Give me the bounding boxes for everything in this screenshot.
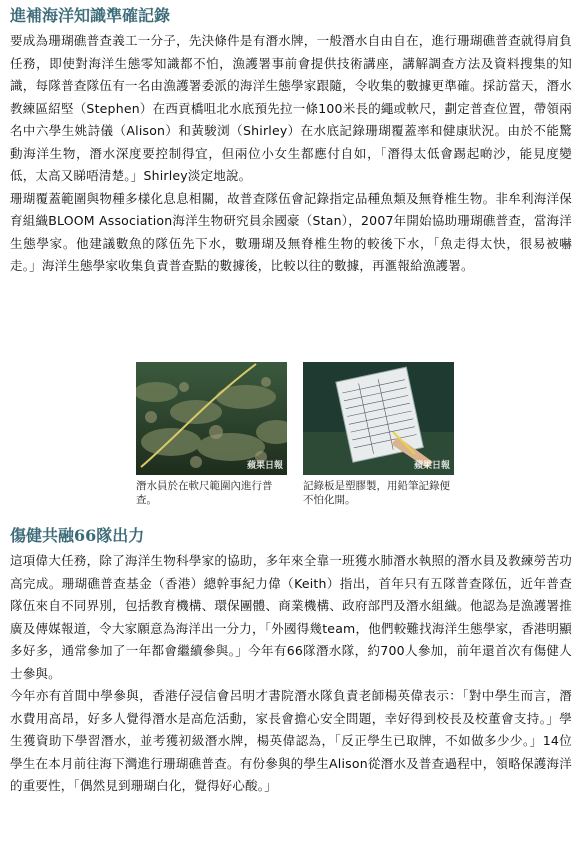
photo-caption: 記錄板是塑膠製，用鉛筆記錄便不怕化開。: [303, 480, 450, 506]
paragraph: 這項偉大任務，除了海洋生物科學家的協助，多年來全靠一班獲水肺潛水執照的潛水員及教練勞苦功高完成。珊瑚礁普查基金（香港）總幹事紀力偉（Keith）指出，首年只有五隊普查隊伍，近年普查隊伍來自不同界別，包括教育機構、環保團體、商業機構、政府部門及潛水組織。他認為是漁護署推廣及傳媒報道，令大家願意為海洋出一分力，「外國得幾team，他們較難找海洋生態學家，香港明顯多好多，通常參加了一年都會繼續參與。」今年有66隊潛水隊，約700人參加，前年還首次有傷健人士參與。: [10, 553, 572, 681]
photo-clipboard: [303, 362, 454, 507]
watermark: 蘋果日報: [246, 461, 283, 471]
clipboard-photo-image: [303, 362, 454, 475]
paragraph: 珊瑚覆蓋範圍與物種多樣化息息相關，故普查隊伍會記錄指定品種魚類及無脊椎生物。非牟利海洋保育組織BLOOM Association海洋生物研究員余國豪（Stan），2007年開始協助珊瑚礁普查，當海洋生態學家。他建議數魚的隊伍先下水，數珊瑚及無脊椎生物的較後下水，「魚走得太快，很易被嚇走。」海洋生態學家收集負責普查點的數據後，比較以往的數據，再滙報給漁護署。: [10, 190, 572, 273]
photo-diver: [136, 362, 287, 507]
section-title: 進補海洋知識準確記錄: [10, 6, 171, 25]
diver-photo-image: [136, 362, 287, 475]
paragraph: 要成為珊瑚礁普查義工一分子，先決條件是有潛水牌，一般潛水自由自在，進行珊瑚礁普查就得肩負任務，即使對海洋生態零知識都不怕，漁護署事前會提供技術講座，講解調查方法及資料搜集的知識，每隊普查隊伍有一名由漁護署委派的海洋生態學家跟隨，令收集的數據更準確。採訪當天，潛水教練區紹堅（Stephen）在西貢橋咀北水底預先拉一條100米長的繩或軟尺，劃定普查位置，帶領兩名中六學生姚詩儀（Alison）和黃駿浏（Shirley）在水底記錄珊瑚覆蓋率和健康狀況。由於不能驚動海洋生物，潛水深度要控制得宜，但兩位小女生都應付自如，「潛得太低會踢起啲沙，能見度變低，太高又睇唔清楚。」Shirley淡定地說。: [10, 33, 572, 183]
section-title: 傷健共融66隊出力: [10, 526, 145, 545]
paragraph: 今年亦有首間中學參與，香港仔浸信會呂明才書院潛水隊負責老師楊英偉表示：「對中學生而言，潛水費用高昂，好多人覺得潛水是高危活動，家長會擔心安全問題，幸好得到校長及校董會支持。」學生獲資助下學習潛水，並考獲初級潛水牌，楊英偉認為，「反正學生已取牌，不如做多少少。」14位學生在本月前往海下灣進行珊瑚礁普查。有份參與的學生Alison從潛水及普查過程中，領略保護海洋的重要性，「偶然見到珊瑚白化，覺得好心酸。」: [10, 688, 572, 793]
photo-row: [136, 362, 456, 512]
section-teams: [10, 526, 572, 798]
section-coral-survey: [10, 6, 572, 278]
photo-caption: 潛水員於在軟尺範圍內進行普查。: [136, 480, 273, 506]
watermark: 蘋果日報: [413, 461, 450, 471]
